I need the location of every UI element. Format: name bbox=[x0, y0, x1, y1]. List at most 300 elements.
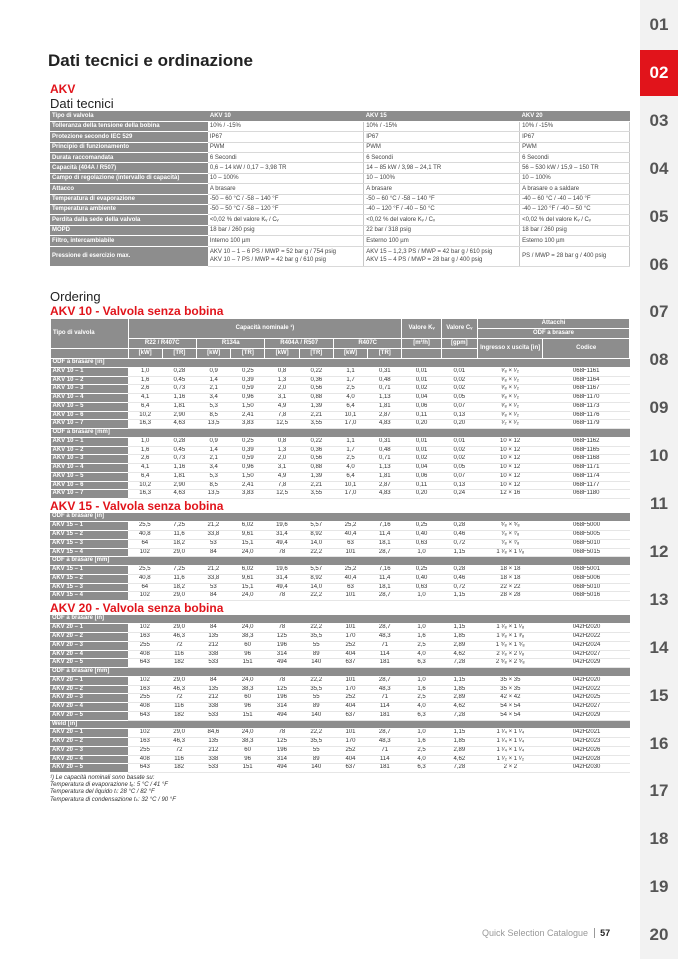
table-cell: 78 bbox=[265, 729, 299, 738]
col-code: Codice bbox=[543, 339, 630, 359]
order-code: 042H2022 bbox=[543, 633, 630, 642]
table-cell: 140 bbox=[299, 659, 333, 668]
table-cell: 196 bbox=[265, 641, 299, 650]
table-row bbox=[51, 446, 630, 455]
table-cell: 4,63 bbox=[162, 420, 196, 429]
table-cell: 10 × 12 bbox=[477, 455, 542, 464]
table-cell: 54 × 54 bbox=[478, 711, 544, 720]
tech-row-value: <0,02 % del valore Kᵥ / Cᵥ bbox=[520, 215, 630, 225]
table-cell: 1,0 bbox=[402, 592, 441, 601]
table-cell: 2,5 bbox=[333, 455, 367, 464]
table-cell: 7,28 bbox=[441, 711, 477, 720]
table-cell: 125 bbox=[265, 685, 299, 694]
table-row bbox=[51, 464, 630, 473]
table-cell: 25,5 bbox=[128, 522, 162, 531]
ord-header-row bbox=[51, 339, 630, 349]
tech-header-cell: AKV 15 bbox=[364, 111, 520, 121]
table-cell: 2,1 bbox=[197, 455, 231, 464]
table-cell: 22,2 bbox=[299, 624, 333, 633]
table-cell: 1,6 bbox=[128, 446, 162, 455]
chapter-tab-15[interactable]: 15 bbox=[649, 685, 669, 705]
tech-row-label: Filtro, intercambiabile bbox=[50, 236, 208, 246]
table-cell: 0,28 bbox=[441, 566, 477, 575]
tech-row-value: 18 bar / 260 psig bbox=[208, 225, 364, 235]
table-cell: 4,1 bbox=[128, 394, 162, 403]
table-cell: 1,1 bbox=[333, 437, 367, 446]
page-footer bbox=[482, 928, 610, 938]
tech-row-value: 10% / -15% bbox=[208, 121, 364, 131]
order-code: 068F1180 bbox=[543, 490, 630, 499]
table-row bbox=[51, 367, 630, 376]
table-cell: 42 × 42 bbox=[478, 694, 544, 703]
table-cell: 102 bbox=[128, 548, 162, 557]
table-cell: 33,8 bbox=[196, 531, 230, 540]
tech-row-label: Perdita dalla sede della valvola bbox=[50, 215, 208, 225]
table-cell: 0,04 bbox=[402, 394, 441, 403]
table-cell: 0,73 bbox=[162, 385, 196, 394]
model-name: AKV 20 – 2 bbox=[50, 685, 128, 694]
tech-row-value: A brasare o a saldare bbox=[520, 184, 630, 194]
table-cell: 1,6 bbox=[402, 738, 441, 747]
table-cell: 96 bbox=[231, 650, 265, 659]
table-cell: 0,88 bbox=[299, 464, 333, 473]
model-name: AKV 10 – 4 bbox=[51, 464, 129, 473]
table-cell: 1,0 bbox=[402, 548, 441, 557]
tech-row-value: -40 – 120 °F / -40 – 50 °C bbox=[364, 205, 520, 215]
table-cell: 21,2 bbox=[196, 522, 230, 531]
table-cell: 314 bbox=[265, 703, 299, 712]
col-refrigerant: R407C bbox=[333, 339, 401, 349]
table-cell: 5,57 bbox=[299, 566, 333, 575]
table-cell: 0,96 bbox=[231, 394, 265, 403]
table-cell: 7,25 bbox=[162, 522, 196, 531]
table-cell: 1 ⁵⁄₈ × 1 ⁵⁄₈ bbox=[478, 641, 544, 650]
table-cell: 19,6 bbox=[265, 566, 299, 575]
pressure-line: AKV 10 – 7 PS / MWP = 42 bar g / 610 psig bbox=[209, 257, 326, 264]
table-cell: 18,1 bbox=[368, 539, 402, 548]
table-row bbox=[51, 385, 630, 394]
chapter-tab-05[interactable]: 05 bbox=[649, 206, 669, 226]
tech-row-label: Capacità (404A / R507) bbox=[50, 163, 208, 173]
tech-row-label: Temperatura ambiente bbox=[50, 205, 208, 215]
table-cell: 6,02 bbox=[231, 522, 265, 531]
table-cell: 10,2 bbox=[128, 481, 162, 490]
chapter-tab-10[interactable]: 10 bbox=[649, 446, 669, 466]
table-cell: 1,7 bbox=[333, 376, 367, 385]
order-code: 042H2021 bbox=[543, 729, 630, 738]
table-cell: 404 bbox=[333, 703, 367, 712]
table-cell: 28 × 28 bbox=[478, 592, 544, 601]
table-cell: 404 bbox=[333, 650, 367, 659]
table-cell: 89 bbox=[299, 703, 333, 712]
table-cell: 1,0 bbox=[402, 729, 441, 738]
table-cell: 17,0 bbox=[333, 420, 367, 429]
table-cell: 2,5 bbox=[402, 746, 441, 755]
table-cell: 29,0 bbox=[162, 592, 196, 601]
tech-row-value: 0,6 – 14 kW / 0,17 – 3,98 TR bbox=[208, 163, 364, 173]
table-cell: 0,02 bbox=[441, 376, 477, 385]
tech-row bbox=[50, 163, 630, 173]
table-cell: 71 bbox=[368, 694, 402, 703]
table-cell: 11,6 bbox=[162, 531, 196, 540]
table-cell: 49,4 bbox=[265, 583, 299, 592]
table-cell: 0,96 bbox=[231, 464, 265, 473]
table-cell: 533 bbox=[196, 659, 230, 668]
tech-row-value: PWM bbox=[520, 142, 630, 152]
table-row bbox=[50, 738, 630, 747]
order-code: 042H2020 bbox=[543, 624, 630, 633]
tech-row-value: 14 – 85 kW / 3,98 – 24,1 TR bbox=[364, 163, 520, 173]
table-cell: 2,90 bbox=[162, 411, 196, 420]
table-cell: ³⁄₈ × ¹⁄₂ bbox=[477, 376, 542, 385]
table-cell: 252 bbox=[333, 694, 367, 703]
col-cv: Valore Cᵥ bbox=[441, 319, 477, 339]
table-cell: 60 bbox=[231, 694, 265, 703]
chapter-tab-13[interactable]: 13 bbox=[649, 589, 669, 609]
table-cell: 0,45 bbox=[162, 376, 196, 385]
order-code: 042H2025 bbox=[543, 694, 630, 703]
table-cell: 338 bbox=[196, 755, 230, 764]
table-cell: 1,50 bbox=[231, 472, 265, 481]
table-cell: 4,0 bbox=[333, 394, 367, 403]
table-cell: 12 × 16 bbox=[477, 490, 542, 499]
table-cell: 151 bbox=[231, 711, 265, 720]
table-cell: 1,16 bbox=[162, 394, 196, 403]
table-row bbox=[50, 711, 630, 720]
table-cell: 1,15 bbox=[441, 624, 477, 633]
tech-row-value bbox=[364, 246, 520, 266]
table-cell: 10 × 12 bbox=[477, 472, 542, 481]
table-cell: 4,63 bbox=[162, 490, 196, 499]
table-cell: 1 ¹⁄₈ × 1 ¹⁄₈ bbox=[478, 624, 544, 633]
order-code: 042H2028 bbox=[543, 755, 630, 764]
table-cell: 0,46 bbox=[441, 531, 477, 540]
tech-row-value: IP67 bbox=[520, 132, 630, 142]
table-cell: 2,87 bbox=[368, 411, 402, 420]
tech-row bbox=[50, 121, 630, 131]
tech-row bbox=[50, 225, 630, 235]
order-code: 042H2026 bbox=[543, 746, 630, 755]
tech-row bbox=[50, 173, 630, 183]
order-code: 068F1167 bbox=[543, 385, 630, 394]
table-cell: 4,1 bbox=[128, 464, 162, 473]
table-cell: 0,88 bbox=[299, 394, 333, 403]
model-name: AKV 15 – 2 bbox=[50, 531, 128, 540]
table-cell: 7,16 bbox=[368, 566, 402, 575]
table-cell: 2 × 2 bbox=[478, 764, 544, 773]
table-cell: 0,9 bbox=[197, 437, 231, 446]
table-cell: 533 bbox=[196, 711, 230, 720]
col-capacity: Capacità nominale ¹) bbox=[128, 319, 402, 339]
model-name: AKV 15 – 4 bbox=[50, 548, 128, 557]
table-cell: 1,85 bbox=[441, 633, 477, 642]
table-cell: ³⁄₈ × ¹⁄₂ bbox=[477, 411, 542, 420]
table-cell: 24,0 bbox=[231, 592, 265, 601]
table-cell: 212 bbox=[196, 694, 230, 703]
chapter-tab-20[interactable]: 20 bbox=[649, 925, 669, 945]
order-code: 068F1162 bbox=[543, 437, 630, 446]
chapter-tab-07[interactable]: 07 bbox=[649, 302, 669, 322]
table-cell: 18,2 bbox=[162, 539, 196, 548]
table-cell: 1,85 bbox=[441, 738, 477, 747]
table-cell: 25,2 bbox=[333, 522, 367, 531]
table-cell: ⁵⁄₈ × ⁵⁄₈ bbox=[478, 522, 544, 531]
table-cell: 116 bbox=[162, 755, 196, 764]
table-cell: 643 bbox=[128, 659, 162, 668]
table-cell: 101 bbox=[333, 548, 367, 557]
chapter-tab-06[interactable]: 06 bbox=[649, 254, 669, 274]
tech-row-value: 10 – 100% bbox=[520, 173, 630, 183]
table-cell: 314 bbox=[265, 650, 299, 659]
table-cell: ⁷⁄₈ × ⁷⁄₈ bbox=[478, 531, 544, 540]
table-cell: 0,8 bbox=[265, 367, 299, 376]
table-cell: 10,1 bbox=[333, 411, 367, 420]
table-cell: 1,6 bbox=[402, 685, 441, 694]
table-cell: 0,40 bbox=[402, 574, 441, 583]
table-cell: 3,1 bbox=[265, 464, 299, 473]
order-code: 042H2030 bbox=[543, 764, 630, 773]
table-cell: 63 bbox=[333, 539, 367, 548]
table-row bbox=[51, 376, 630, 385]
tech-row-value: 10% / -15% bbox=[364, 121, 520, 131]
chapter-tab-11[interactable]: 11 bbox=[650, 494, 668, 513]
table-cell: 7,8 bbox=[265, 481, 299, 490]
table-cell: 8,92 bbox=[299, 574, 333, 583]
table-cell: 1,39 bbox=[299, 402, 333, 411]
tech-row-value: 10 – 100% bbox=[208, 173, 364, 183]
col-unit: [kW] bbox=[197, 349, 231, 359]
table-cell: 63 bbox=[333, 583, 367, 592]
table-cell: 55 bbox=[299, 641, 333, 650]
table-cell: 0,48 bbox=[368, 446, 402, 455]
order-code: 068F5006 bbox=[543, 574, 630, 583]
tech-row-value: 6 Secondi bbox=[520, 153, 630, 163]
table-cell: 125 bbox=[265, 738, 299, 747]
table-cell: 0,56 bbox=[299, 385, 333, 394]
table-cell: 1,81 bbox=[368, 472, 402, 481]
table-cell: 78 bbox=[265, 548, 299, 557]
table-cell: 3,55 bbox=[299, 490, 333, 499]
table-cell: 35,5 bbox=[299, 633, 333, 642]
order-code: 068F5005 bbox=[543, 531, 630, 540]
table-cell: 7,8 bbox=[265, 411, 299, 420]
table-cell: 102 bbox=[128, 624, 162, 633]
chapter-tab-04[interactable]: 04 bbox=[649, 158, 669, 178]
table-cell: 35,5 bbox=[299, 685, 333, 694]
table-cell: 21,2 bbox=[196, 566, 230, 575]
table-cell: 12,5 bbox=[265, 420, 299, 429]
table-cell: 6,4 bbox=[128, 402, 162, 411]
ordering-table bbox=[50, 318, 630, 499]
table-cell: 15,1 bbox=[231, 539, 265, 548]
model-name: AKV 20 – 4 bbox=[50, 650, 128, 659]
table-cell: 170 bbox=[333, 685, 367, 694]
table-cell: 0,11 bbox=[402, 411, 441, 420]
chapter-tab-16[interactable]: 16 bbox=[649, 733, 669, 753]
tech-row-label: MOPD bbox=[50, 225, 208, 235]
model-name: AKV 20 – 3 bbox=[50, 641, 128, 650]
tech-row-value: -50 – 60 °C / -58 – 140 °F bbox=[208, 194, 364, 204]
tech-row-value: -40 – 120 °F / -40 – 50 °C bbox=[520, 205, 630, 215]
table-cell: 1,15 bbox=[441, 676, 477, 685]
table-cell: 0,25 bbox=[231, 367, 265, 376]
footnote-line: Temperatura di evaporazione tₑ: 5 °C / 41 °F bbox=[50, 782, 168, 789]
chapter-tab-09[interactable]: 09 bbox=[649, 398, 669, 418]
table-cell: 2,0 bbox=[265, 455, 299, 464]
table-cell: 0,59 bbox=[231, 385, 265, 394]
table-cell: 35 × 35 bbox=[478, 676, 544, 685]
table-cell: 643 bbox=[128, 711, 162, 720]
table-row bbox=[50, 764, 630, 773]
model-name: AKV 10 – 7 bbox=[51, 420, 129, 429]
model-name: AKV 10 – 2 bbox=[51, 376, 129, 385]
table-cell: 18 × 18 bbox=[478, 566, 544, 575]
table-cell: 22,2 bbox=[299, 676, 333, 685]
table-cell: 114 bbox=[368, 650, 402, 659]
group-label: ODF a brasare [mm] bbox=[50, 668, 630, 677]
col-unit: [TR] bbox=[162, 349, 196, 359]
table-cell: 1,16 bbox=[162, 464, 196, 473]
ordering-table bbox=[50, 513, 630, 601]
table-cell: 196 bbox=[265, 694, 299, 703]
table-row bbox=[50, 583, 630, 592]
table-cell: 1,7 bbox=[333, 446, 367, 455]
table-cell: 0,01 bbox=[402, 367, 441, 376]
tech-header-cell: Tipo di valvola bbox=[50, 111, 208, 121]
table-cell: 494 bbox=[265, 659, 299, 668]
table-cell: 1,4 bbox=[197, 376, 231, 385]
table-cell: 6,3 bbox=[402, 764, 441, 773]
tech-row-value: A brasare bbox=[208, 184, 364, 194]
model-name: AKV 15 – 1 bbox=[50, 522, 128, 531]
order-code: 042H2024 bbox=[543, 641, 630, 650]
model-name: AKV 20 – 3 bbox=[50, 694, 128, 703]
chapter-tab-18[interactable]: 18 bbox=[649, 829, 669, 849]
table-cell: 18,2 bbox=[162, 583, 196, 592]
table-cell: 0,20 bbox=[441, 420, 477, 429]
chapter-tab-17[interactable]: 17 bbox=[649, 781, 669, 801]
table-cell: 10 × 12 bbox=[477, 437, 542, 446]
table-cell: 2,41 bbox=[231, 481, 265, 490]
table-row bbox=[50, 650, 630, 659]
model-name: AKV 10 – 5 bbox=[51, 472, 129, 481]
pressure-line: AKV 10 – 1 – 6 PS / MWP = 52 bar g / 754 psig bbox=[209, 249, 336, 256]
chapter-tab-08[interactable]: 08 bbox=[649, 350, 669, 370]
table-cell: 40,4 bbox=[333, 531, 367, 540]
table-cell: 151 bbox=[231, 659, 265, 668]
table-cell: 170 bbox=[333, 633, 367, 642]
table-cell: 2,87 bbox=[368, 481, 402, 490]
table-cell: 4,0 bbox=[402, 703, 441, 712]
col-refrigerant: R22 / R407C bbox=[128, 339, 196, 349]
model-name: AKV 20 – 5 bbox=[50, 764, 128, 773]
footnotes bbox=[50, 775, 630, 804]
order-code: 068F1165 bbox=[543, 446, 630, 455]
group-row bbox=[50, 513, 630, 522]
order-code: 068F5015 bbox=[543, 548, 630, 557]
table-cell: 0,01 bbox=[402, 446, 441, 455]
table-cell: 6,02 bbox=[231, 566, 265, 575]
table-cell: 314 bbox=[265, 755, 299, 764]
table-row bbox=[50, 548, 630, 557]
tech-row-value bbox=[520, 246, 630, 266]
table-cell: 3,1 bbox=[265, 394, 299, 403]
table-row bbox=[50, 746, 630, 755]
table-cell: 64 bbox=[128, 583, 162, 592]
table-row bbox=[51, 420, 630, 429]
chapter-tab-02[interactable]: 02 bbox=[640, 50, 678, 96]
table-cell: 0,07 bbox=[441, 472, 477, 481]
chapter-tab-14[interactable]: 14 bbox=[649, 637, 669, 657]
table-cell: 11,4 bbox=[368, 574, 402, 583]
tech-row-value: 56 – 530 kW / 15,9 – 150 TR bbox=[520, 163, 630, 173]
page-title: Dati tecnici e ordinazione bbox=[48, 51, 253, 70]
table-cell: 135 bbox=[196, 633, 230, 642]
table-row bbox=[51, 437, 630, 446]
table-cell: 2,1 bbox=[197, 385, 231, 394]
model-name: AKV 10 – 1 bbox=[51, 367, 129, 376]
ordering-table bbox=[50, 615, 630, 773]
table-cell: 116 bbox=[162, 650, 196, 659]
table-cell: 2,5 bbox=[402, 641, 441, 650]
table-cell: 48,3 bbox=[368, 738, 402, 747]
pressure-line: AKV 15 – 4 PS / MWP = 28 bar g / 400 psig bbox=[366, 257, 483, 264]
table-cell: 29,0 bbox=[162, 548, 196, 557]
table-cell: 408 bbox=[128, 650, 162, 659]
catalogue-name: Quick Selection Catalogue bbox=[482, 928, 589, 938]
col-unit: [TR] bbox=[299, 349, 333, 359]
group-row bbox=[50, 668, 630, 677]
group-row bbox=[50, 557, 630, 566]
table-row bbox=[50, 566, 630, 575]
table-cell: 135 bbox=[196, 738, 230, 747]
table-cell: 1,6 bbox=[128, 376, 162, 385]
table-cell: 3,4 bbox=[197, 464, 231, 473]
table-cell: 212 bbox=[196, 746, 230, 755]
group-label: ODF a brasare [in] bbox=[51, 359, 630, 368]
table-cell: 1,0 bbox=[402, 676, 441, 685]
table-cell: 46,3 bbox=[162, 633, 196, 642]
chapter-tab-03[interactable]: 03 bbox=[649, 110, 669, 130]
chapter-tab-19[interactable]: 19 bbox=[649, 877, 669, 897]
tech-row-value: -50 – 50 °C / -58 – 120 °F bbox=[208, 205, 364, 215]
table-cell: 0,63 bbox=[402, 539, 441, 548]
table-cell: 0,11 bbox=[402, 481, 441, 490]
table-cell: 116 bbox=[162, 703, 196, 712]
table-cell: 196 bbox=[265, 746, 299, 755]
tech-row-label: Principio di funzionamento bbox=[50, 142, 208, 152]
table-cell: 181 bbox=[368, 711, 402, 720]
table-cell: 0,01 bbox=[402, 437, 441, 446]
chapter-tab-01[interactable]: 01 bbox=[649, 15, 669, 34]
table-cell: 72 bbox=[162, 746, 196, 755]
table-cell: 8,92 bbox=[299, 531, 333, 540]
table-cell: 1 ¹⁄₄ × 1 ¹⁄₄ bbox=[478, 746, 544, 755]
table-cell: 1,13 bbox=[368, 464, 402, 473]
table-cell: 1,15 bbox=[441, 729, 477, 738]
tech-row-label: Durata raccomandata bbox=[50, 153, 208, 163]
tech-row-value: <0,02 % del valore Kᵥ / Cᵥ bbox=[208, 215, 364, 225]
table-cell: 140 bbox=[299, 764, 333, 773]
table-cell: 114 bbox=[368, 755, 402, 764]
col-odf: ODF a brasare bbox=[477, 329, 629, 339]
table-cell: 14,0 bbox=[299, 539, 333, 548]
order-code: 068F1174 bbox=[543, 472, 630, 481]
table-cell: 1,0 bbox=[128, 367, 162, 376]
table-cell: 71 bbox=[368, 746, 402, 755]
table-cell: 60 bbox=[231, 641, 265, 650]
chapter-tab-12[interactable]: 12 bbox=[649, 541, 669, 561]
